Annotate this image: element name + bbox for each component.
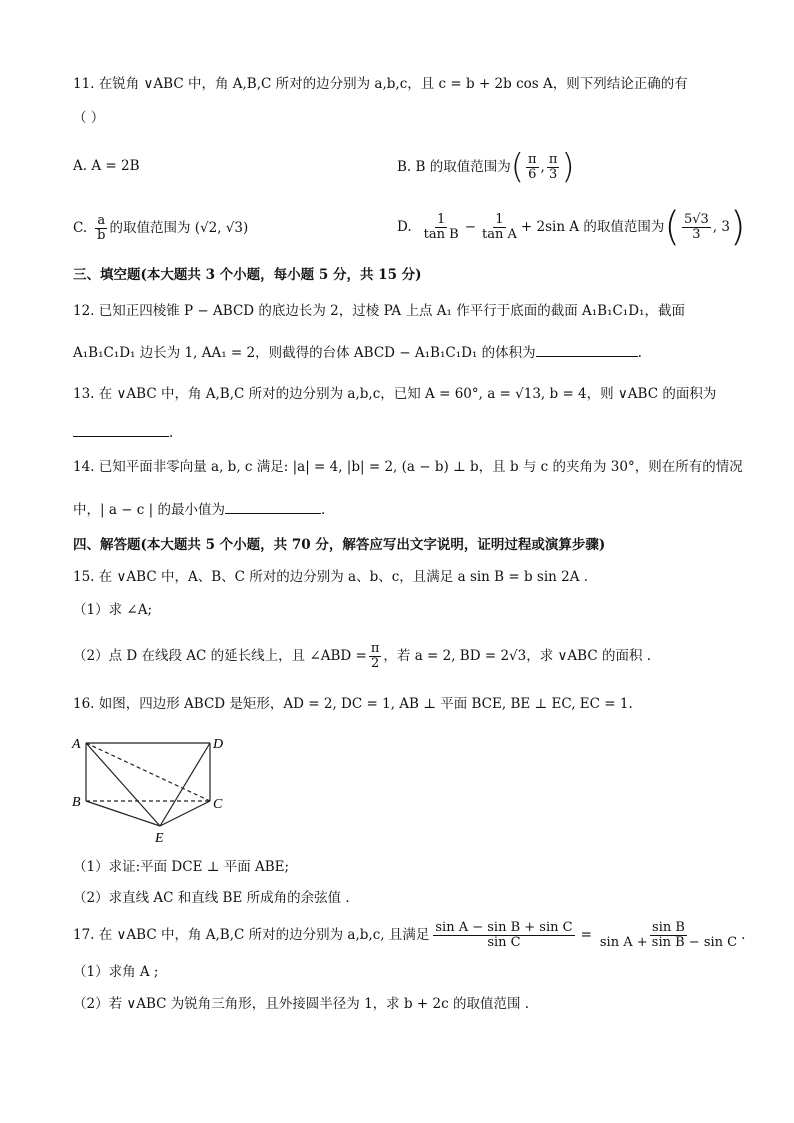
q11-stem: 11. 在锐角 ∨ABC 中，角 A,B,C 所对的边分别为 a,b,c，且 c = b + 2b cos A，则下列结论正确的有 — [73, 76, 688, 92]
q11-c-fraction: $\frac{a}{b}$ — [97, 212, 106, 243]
left-paren: ( — [510, 147, 524, 187]
q11-option-d-prefix: D. — [397, 219, 412, 235]
q16-sub1: （1）求证:平面 DCE ⊥ 平面 ABE; — [73, 859, 290, 875]
q11-d-low: $\frac{5√3}{3}$ — [683, 211, 709, 242]
q11-option-c — [73, 211, 248, 245]
right-paren: ) — [561, 147, 575, 187]
q11-b-high: $\frac{\pi}{3}$ — [548, 151, 558, 182]
q16-sub2: （2）求直线 AC 和直线 BE 所成角的余弦值 . — [73, 890, 350, 906]
section-4-heading: 四、解答题(本大题共 5 个小题，共 70 分，解答应写出文字说明，证明过程或演算步骤) — [73, 537, 606, 553]
q11-option-c-prefix: C. — [73, 220, 88, 236]
label-b: B — [72, 795, 81, 810]
edge-ac — [86, 743, 210, 801]
q11-option-a: A. A = 2B — [73, 158, 140, 174]
q17-sub1: （1）求角 A ; — [73, 964, 159, 980]
q14-line1: 14. 已知平面非零向量 a, b, c 满足: |a| = 4, |b| = 2, (a − b) ⊥ b，且 b 与 c 的夹角为 30°，则在所有的情况 — [73, 459, 743, 475]
right-paren: ) — [729, 204, 746, 250]
q11-option-d: D. $\frac{1}{\text{tan B}}$ − $\frac{1}{\text{tan A}}$ + 2sin A 的取值范围为 ( $\frac{5√3}{3}$ , 3 ) — [397, 204, 746, 250]
q16-line1: 16. 如图，四边形 ABCD 是矩形，AD = 2, DC = 1, AB ⊥ 平面 BCE, BE ⊥ EC, EC = 1. — [73, 696, 633, 712]
q12-line2: A₁B₁C₁D₁ 边长为 1, AA₁ = 2，则截得的台体 ABCD − A₁B₁C₁D₁ 的体积为 . — [73, 342, 642, 363]
answer-blank — [73, 422, 169, 437]
q11-d-frac2: $\frac{1}{\text{tan A}}$ — [482, 211, 517, 242]
q11-b-low: $\frac{\pi}{6}$ — [527, 151, 537, 182]
q11-option-b: B. B 的取值范围为 ( $\frac{\pi}{6}$ , $\frac{\pi}{3}$ ) — [397, 147, 575, 187]
q13-line2: . — [73, 422, 173, 443]
q11-option-d-suffix: + 2sin A 的取值范围为 — [520, 219, 665, 235]
q17-line1: 17. 在 ∨ABC 中，角 A,B,C 所对的边分别为 a,b,c, 且满足 $\frac{\text{sin A − sin B + sin C}}{\text{sin C}}$ = $\frac{\text{sin B}}{\text{sin A + sin B − sin C}}$ . — [73, 919, 746, 950]
q15-sub1: （1）求 ∠A; — [73, 602, 152, 618]
q17-sub2: （2）若 ∨ABC 为锐角三角形，且外接圆半径为 1，求 b + 2c 的取值范围 . — [73, 996, 530, 1012]
section-3-heading: 三、填空题(本大题共 3 个小题，每小题 5 分，共 15 分) — [73, 267, 422, 283]
q11-option-c-suffix: 的取值范围为 (√2, √3) — [109, 220, 249, 236]
answer-blank — [225, 499, 321, 514]
q11-paren: （ ） — [73, 110, 105, 126]
label-e: E — [155, 831, 164, 846]
q12-line1: 12. 已知正四棱锥 P − ABCD 的底边长为 2，过棱 PA 上点 A₁ 作平行于底面的截面 A₁B₁C₁D₁，截面 — [73, 303, 685, 319]
label-c: C — [213, 797, 223, 812]
q15-line1: 15. 在 ∨ABC 中，A、B、C 所对的边分别为 a、b、c，且满足 a sin B = b sin 2A . — [73, 569, 589, 585]
q11-option-b-prefix: B. B 的取值范围为 — [397, 159, 511, 175]
q17-frac2: $\frac{\text{sin B}}{\text{sin A + sin B − sin C}}$ — [599, 919, 738, 950]
q11-d-frac1: $\frac{1}{\text{tan B}}$ — [423, 211, 459, 242]
q15-sub2: （2）点 D 在线段 AC 的延长线上，且 ∠ABD = $\frac{\pi}{2}$ ，若 a = 2, BD = 2√3，求 ∨ABC 的面积 . — [73, 640, 652, 671]
left-paren: ( — [664, 204, 680, 250]
q15-fraction: $\frac{\pi}{2}$ — [370, 640, 380, 671]
q16-figure — [70, 730, 230, 848]
q17-frac1: $\frac{\text{sin A − sin B + sin C}}{\text{sin C}}$ — [435, 919, 573, 950]
label-a: A — [72, 737, 81, 752]
q13-line1: 13. 在 ∨ABC 中，角 A,B,C 所对的边分别为 a,b,c，已知 A = 60°, a = √13, b = 4，则 ∨ABC 的面积为 — [73, 386, 717, 402]
q14-line2: 中，| a − c | 的最小值为 . — [73, 499, 325, 520]
answer-blank — [536, 342, 638, 357]
label-d: D — [213, 737, 224, 752]
